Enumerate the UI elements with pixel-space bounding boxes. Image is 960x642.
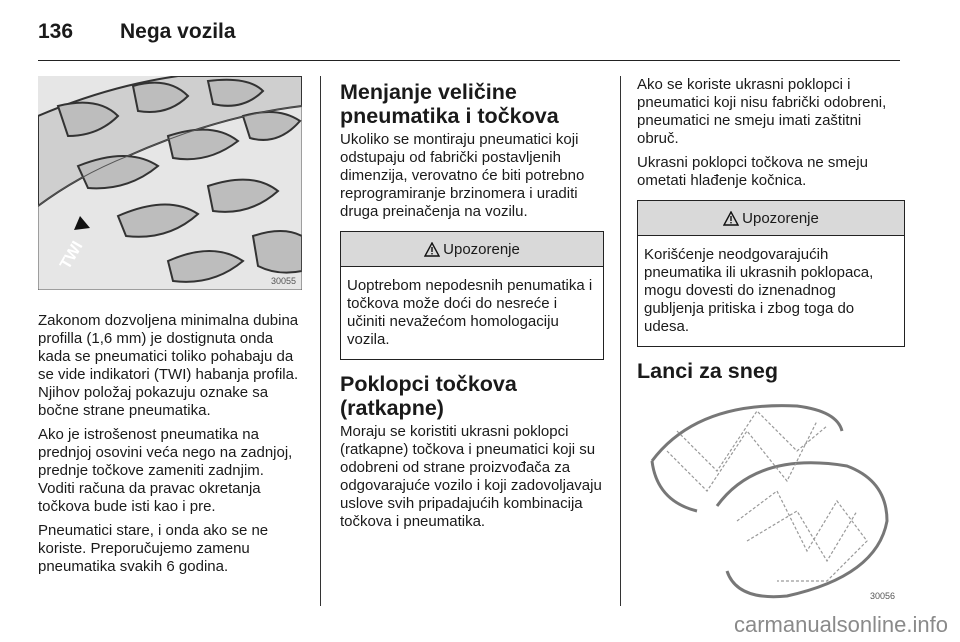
column-1 [38,76,304,582]
paragraph-brake-cooling: Ukrasni poklopci točkova ne smeju ometati hlađenje kočnica. [637,154,868,189]
paragraph-wheel-covers: Moraju se koristiti ukrasni poklopci (ratkapne) točkova i pneumatici koji su odobreni od strane proizvođača za odgovarajuće vozilo i koji zadovoljavaju uslove svih pripadajućih kombinacija točkova i pneumatika. [340,423,602,530]
column-divider-2 [620,76,621,606]
column-divider-1 [320,76,321,606]
warning-header [341,232,603,267]
paragraph-tire-aging: Pneumatici stare, i onda ako se ne koriste. Preporučujemo zamenu pneumatika svakih 6 godina. [38,522,269,575]
warning-text: Uoptrebom nepodesnih penumatika i točkova može doći do nesreće i učiniti nevažećom homologaciju vozila. [347,277,593,348]
warning-text: Korišćenje neodgovarajućih pneumatika ili ukrasnih poklopaca, mogu dovesti do iznenadnog gubljenja pritiska i zbog toga do udesa. [644,246,874,335]
column-2 [340,76,604,537]
paragraph-nonfactory-covers: Ako se koriste ukrasni poklopci i pneumatici koji nisu fabrički odobreni, pneumatici ne smeju imati zaštitni obruč. [637,76,887,147]
heading-tire-size-change: Menjanje veličine pneumatika i točkova [340,80,559,128]
paragraph-tread-depth: Zakonom dozvoljena minimalna dubina profilla (1,6 mm) je dostignuta onda kada se pneumatici toliko pohabaju da se vide indikatori (TWI) habanja profila. Njihov položaj pokazuju oznake sa bočne strane pneumatika. [38,312,299,419]
heading-snow-chains: Lanci za sneg [637,359,778,383]
figure-number: 30055 [270,276,296,286]
page-header [38,20,236,44]
paragraph-tire-rotation: Ako je istrošenost pneumatika na prednjoj osovini veća nego na zadnjoj, prednje točkove zameniti zadnjim. Voditi računa da pravac okretanja točkova bude isti kao i pre. [38,426,293,515]
warning-box-2 [637,200,905,347]
column-3 [637,76,905,605]
paragraph-tire-size: Ukoliko se montiraju pneumatici koji odstupaju od fabrički postavljenih dimenzija, verovatno će biti potrebno reprogramiranje brzinomera i uraditi druga preinačenja na vozilu. [340,131,585,220]
watermark: carmanualsonline.info [733,612,948,637]
warning-icon [424,242,440,257]
warning-header [638,201,904,236]
snow-chains-illustration [637,391,901,605]
header-rule [38,60,900,61]
snow-chains-figure [637,391,901,605]
heading-wheel-covers: Poklopci točkova (ratkapne) [340,372,517,420]
figure-number: 30056 [869,591,895,601]
tire-tread-figure [38,76,302,290]
warning-title: Upozorenje [742,209,819,227]
tire-tread-illustration [38,76,302,290]
warning-box-1 [340,231,604,360]
warning-icon [723,211,739,226]
warning-title: Upozorenje [443,240,520,258]
page-title: Nega vozila [120,20,236,43]
page-number: 136 [38,20,74,43]
twi-marking: TWI [57,238,87,273]
